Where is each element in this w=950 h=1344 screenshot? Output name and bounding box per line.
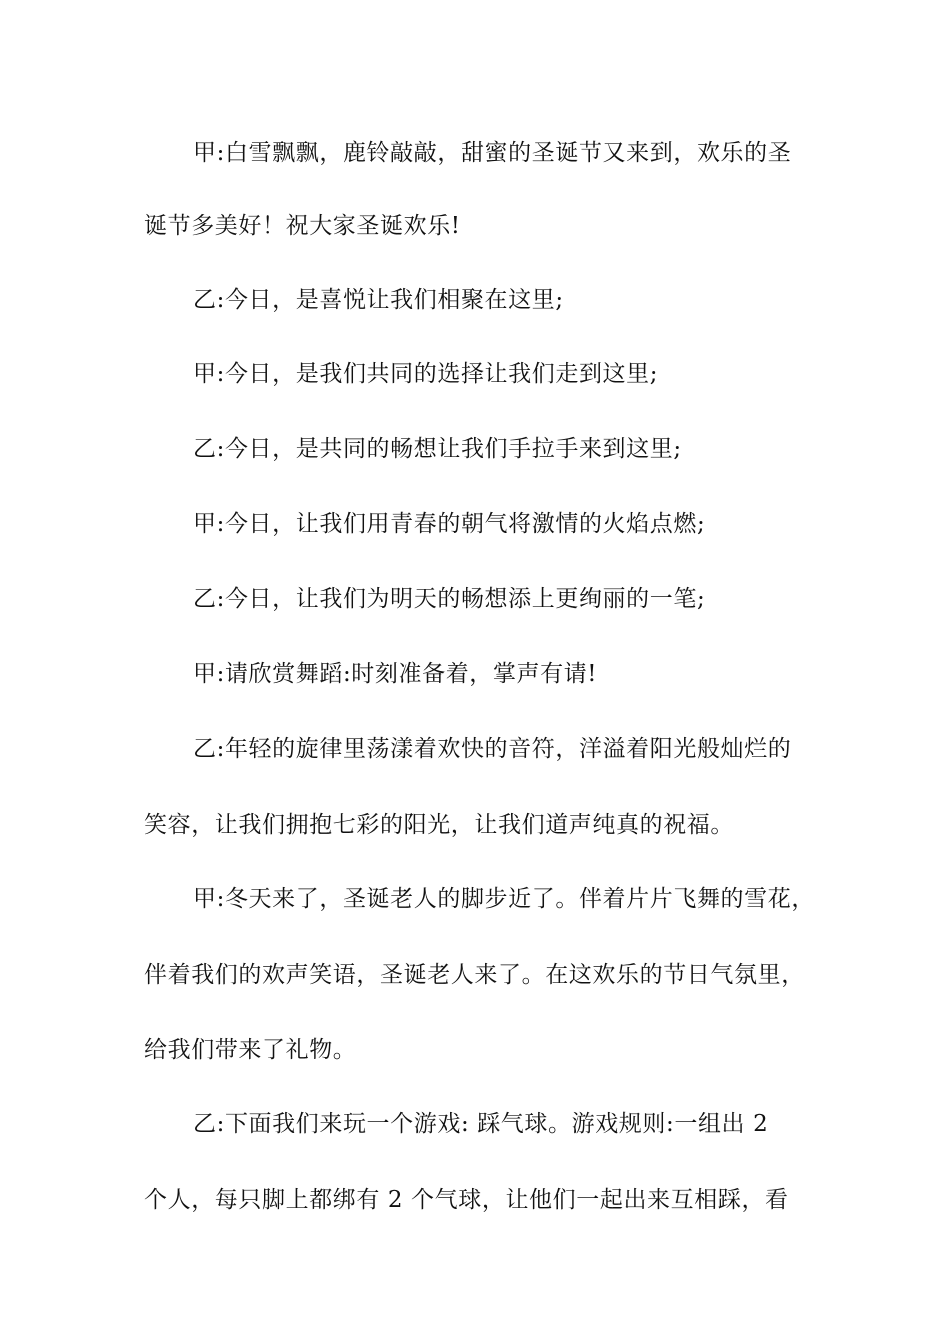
paragraph-9-line-2: 伴着我们的欢声笑语，圣诞老人来了。在这欢乐的节日气氛里， xyxy=(144,962,805,988)
paragraph-8-line-2: 笑容，让我们拥抱七彩的阳光，让我们道声纯真的祝福。 xyxy=(144,812,734,838)
paragraph-2: 乙:今日，是喜悦让我们相聚在这里; xyxy=(193,287,564,313)
paragraph-5: 甲:今日，让我们用青春的朝气将激情的火焰点燃; xyxy=(193,511,706,537)
paragraph-4: 乙:今日，是共同的畅想让我们手拉手来到这里; xyxy=(193,436,682,462)
paragraph-10-line-2: 个人，每只脚上都绑有 2 个气球，让他们一起出来互相踩，看 xyxy=(144,1187,789,1213)
paragraph-8-line-1: 乙:年轻的旋律里荡漾着欢快的音符，洋溢着阳光般灿烂的 xyxy=(193,736,792,762)
paragraph-1-line-2: 诞节多美好！祝大家圣诞欢乐! xyxy=(144,213,461,239)
paragraph-3: 甲:今日，是我们共同的选择让我们走到这里; xyxy=(193,361,659,387)
paragraph-9-line-1: 甲:冬天来了，圣诞老人的脚步近了。伴着片片飞舞的雪花， xyxy=(193,886,815,912)
paragraph-1-line-1: 甲:白雪飘飘，鹿铃敲敲，甜蜜的圣诞节又来到，欢乐的圣 xyxy=(193,140,792,166)
paragraph-9-line-3: 给我们带来了礼物。 xyxy=(144,1037,357,1063)
paragraph-10-line-1: 乙:下面我们来玩一个游戏: 踩气球。游戏规则:一组出 2 xyxy=(193,1111,769,1137)
paragraph-6: 乙:今日，让我们为明天的畅想添上更绚丽的一笔; xyxy=(193,586,706,612)
paragraph-7: 甲:请欣赏舞蹈:时刻准备着，掌声有请! xyxy=(193,661,598,687)
